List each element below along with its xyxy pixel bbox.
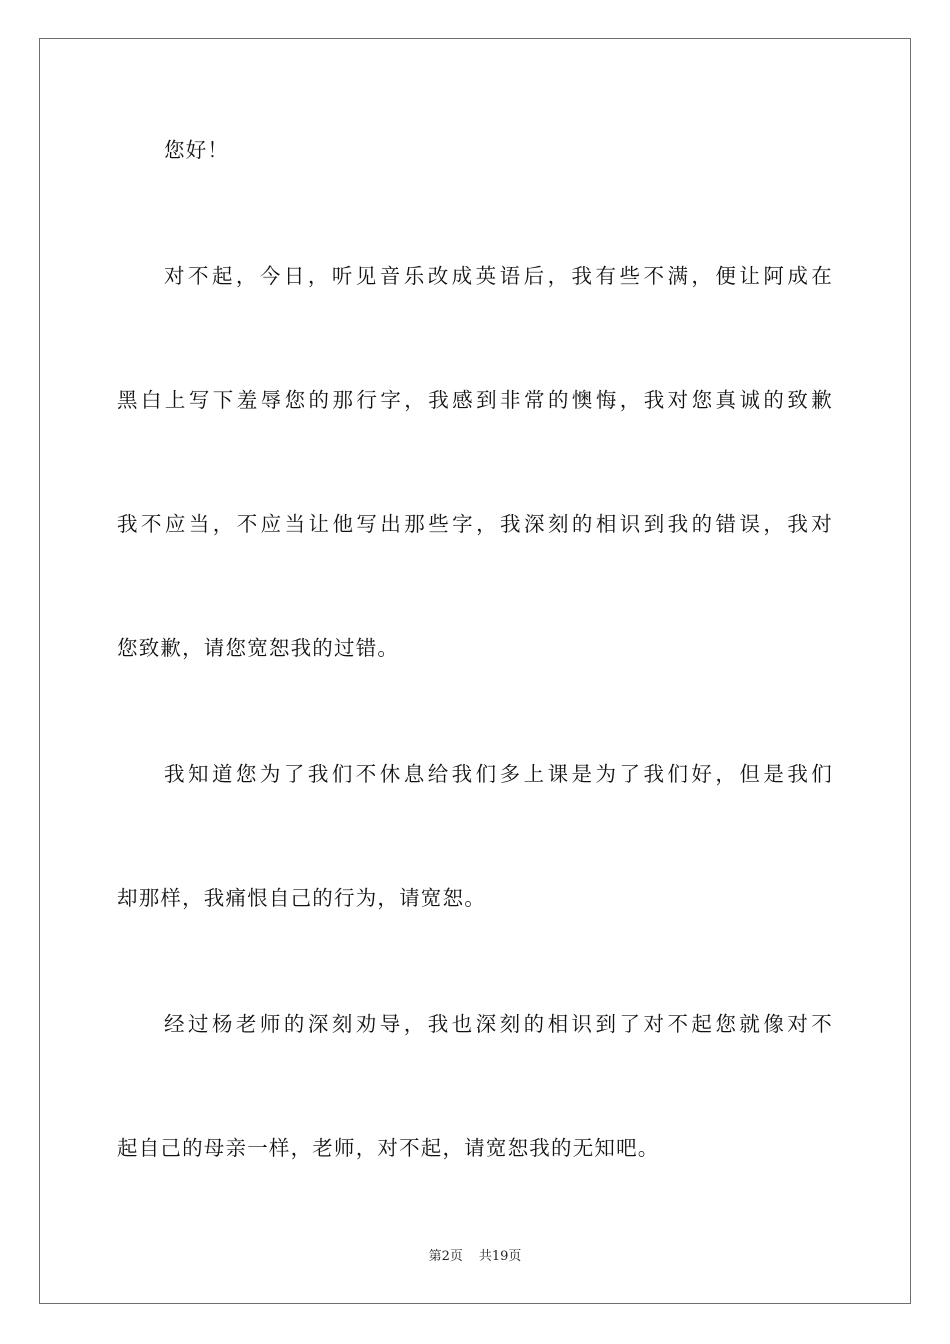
page-number-total: 共19页 <box>478 1249 522 1264</box>
page-border <box>39 38 911 1304</box>
paragraph-line: 却那样，我痛恨自己的行为，请宽恕。 <box>117 886 486 910</box>
paragraph-line: 我知道您为了我们不休息给我们多上课是为了我们好，但是我们 <box>164 762 833 786</box>
paragraph-line: 经过杨老师的深刻劝导，我也深刻的相识到了对不起您就像对不 <box>164 1012 833 1036</box>
paragraph-line: 起自己的母亲一样，老师，对不起，请宽恕我的无知吧。 <box>117 1136 660 1160</box>
paragraph-line: 我不应当，不应当让他写出那些字，我深刻的相识到我的错误，我对 <box>117 512 833 536</box>
paragraph-line: 黑白上写下羞辱您的那行字，我感到非常的懊悔，我对您真诚的致歉 <box>117 388 833 412</box>
paragraph-line: 对不起，今日，听见音乐改成英语后，我有些不满，便让阿成在 <box>164 264 833 288</box>
page-footer <box>0 1248 950 1266</box>
paragraph-line: 您致歉，请您宽恕我的过错。 <box>117 636 400 660</box>
page-number-current: 第2页 <box>428 1249 463 1264</box>
salutation: 您好！ <box>164 138 230 162</box>
